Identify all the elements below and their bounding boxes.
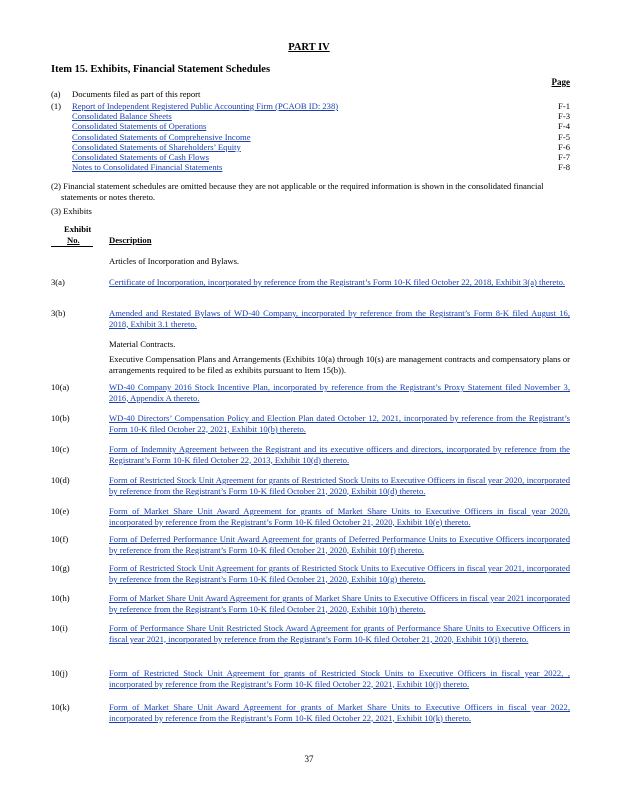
material-contracts-heading: Material Contracts. [109, 339, 176, 349]
documents-filed-text: Documents filed as part of this report [72, 89, 201, 99]
exhibit-number: 10(d) [51, 475, 70, 485]
header-rule [51, 246, 93, 247]
compensation-paragraph: Executive Compensation Plans and Arrangements (Exhibits 10(a) through 10(s) are management contracts and compensatory plans or arrangements required to be filed as exhibits pursuant to Item 15(b)). [109, 354, 570, 375]
fs-link[interactable]: Consolidated Statements of Comprehensive Income [72, 131, 251, 142]
note-2-text: (2) Financial statement schedules are omitted because they are not applicable or the required information is shown in the consolidated financial statements or notes thereto. [51, 181, 544, 202]
note-3: (3) Exhibits [51, 206, 92, 216]
fs-link[interactable]: Notes to Consolidated Financial Statements [72, 162, 223, 173]
fs-page: F-8 [558, 162, 570, 173]
fs-page: F-6 [558, 141, 570, 152]
exhibit-link[interactable]: Form of Deferred Performance Unit Award Agreement for grants of Deferred Performance Units to Executive Officers incorporated by reference from the Registrant’s Form 10-K filed October 21, 2020, Exhibit 10(f) thereto. [109, 534, 570, 555]
exhibit-number: 10(c) [51, 444, 70, 454]
exhibit-number: 3(b) [51, 308, 66, 318]
fs-page: F-3 [558, 111, 570, 122]
fs-row [51, 152, 570, 162]
fs-row [51, 111, 570, 121]
exhibit-number: 10(i) [51, 623, 68, 633]
articles-heading: Articles of Incorporation and Bylaws. [109, 256, 240, 266]
exhibit-number: 3(a) [51, 277, 65, 287]
exhibit-number: 10(f) [51, 534, 69, 544]
exhibit-link[interactable]: Form of Market Share Unit Award Agreement for grants of Market Share Units to Executive Officers in fiscal year 2021 incorporated by reference from the Registrant’s Form 10-K filed October 21, 2020, Exhibit 10(h) thereto. [109, 593, 570, 614]
part-title: PART IV [288, 42, 330, 53]
exhibit-link[interactable]: Form of Restricted Stock Unit Agreement for grants of Restricted Stock Units to Executive Officers in fiscal year 2021, incorporated by reference from the Registrant’s Form 10-K filed October 21, 2020, Exhibit 10(g) thereto. [109, 563, 570, 584]
exhibit-link[interactable]: WD-40 Directors’ Compensation Policy and Election Plan dated October 12, 2021, incorporated by reference from the Registrant’s Form 10-K filed October 22, 2021, Exhibit 10(b) thereto. [109, 413, 570, 434]
item-heading: Item 15. Exhibits, Financial Statement Schedules [51, 64, 271, 75]
exhibit-number: 10(k) [51, 702, 70, 712]
fs-link[interactable]: Consolidated Statements of Operations [72, 121, 207, 132]
fs-page: F-1 [558, 101, 570, 111]
page-number: 37 [304, 754, 314, 764]
fs-page: F-4 [558, 121, 570, 132]
financial-statements-list [51, 101, 570, 172]
fs-link[interactable]: Consolidated Balance Sheets [72, 111, 172, 122]
exhibit-link[interactable]: Certificate of Incorporation, incorporated by reference from the Registrant’s Form 10-K filed October 22, 2018, Exhibit 3(a) thereto. [109, 277, 566, 287]
exhibit-link[interactable]: WD-40 Company 2016 Stock Incentive Plan, incorporated by reference from the Registrant’s Proxy Statement filed November 3, 2016, Appendix A thereto. [109, 382, 570, 403]
exhibit-header-line1: Exhibit [64, 224, 92, 234]
exhibit-number: 10(j) [51, 668, 68, 678]
exhibit-link[interactable]: Form of Restricted Stock Unit Agreement for grants of Restricted Stock Units to Executive Officers in fiscal year 2020, incorporated by reference from the Registrant’s Form 10-K filed October 21, 2020, Exhibit 10(d) thereto. [109, 475, 570, 496]
exhibit-number: 10(a) [51, 382, 70, 392]
fs-row [51, 142, 570, 152]
exhibit-link[interactable]: Form of Market Share Unit Award Agreement for grants of Market Share Units to Executive Officers in fiscal year 2022, incorporated by reference from the Registrant’s Form 10-K filed October 22, 2021, Exhibit 10(k) thereto. [109, 702, 570, 723]
exhibit-link[interactable]: Form of Market Share Unit Award Agreement for grants of Market Share Units to Executive Officers in fiscal year 2020, incorporated by reference from the Registrant’s Form 10-K filed October 21, 2020, Exhibit 10(e) thereto. [109, 506, 570, 527]
exhibit-header-line2: No. [67, 235, 80, 245]
documents-filed-label: (a) [51, 89, 61, 99]
fs-link[interactable]: Report of Independent Registered Public Accounting Firm (PCAOB ID: 238) [72, 101, 339, 111]
exhibit-number: 10(g) [51, 563, 70, 573]
fs-row [51, 162, 570, 172]
exhibit-link[interactable]: Form of Restricted Stock Unit Agreement for grants of Restricted Stock Units to Executive Officers in fiscal year 2022, , incorporated by reference from the Registrant’s Form 10-K filed October 22, 2021, Exhibit 10(j) thereto. [109, 668, 570, 689]
note-2 [51, 181, 570, 202]
exhibit-number: 10(b) [51, 413, 70, 423]
fs-page: F-5 [558, 131, 570, 142]
exhibit-link[interactable]: Form of Indemnity Agreement between the Registrant and its executive officers and directors, incorporated by reference from the Registrant’s Form 10-K filed October 22, 2013, Exhibit 10(d) thereto. [109, 444, 570, 465]
page-column-header: Page [551, 77, 570, 87]
exhibit-number: 10(h) [51, 593, 70, 603]
exhibit-link[interactable]: Form of Performance Share Unit Restricted Stock Award Agreement for grants of Performance Share Units to Executive Officers in fiscal year 2021, incorporated by reference from the Registrant’s Form 10-K filed October 21, 2020, Exhibit 10(i) thereto. [109, 623, 570, 644]
fs-link[interactable]: Consolidated Statements of Shareholders’ Equity [72, 141, 241, 152]
fs-page: F-7 [558, 151, 570, 162]
exhibit-link[interactable]: Amended and Restated Bylaws of WD-40 Company, incorporated by reference from the Registrant’s Form 8-K filed August 16, 2018, Exhibit 3.1 thereto. [109, 308, 570, 329]
fs-row [51, 101, 570, 111]
fs-row [51, 121, 570, 131]
description-header: Description [109, 235, 152, 245]
fs-row [51, 132, 570, 142]
fs-link[interactable]: Consolidated Statements of Cash Flows [72, 151, 210, 162]
financial-statements-number: (1) [51, 101, 62, 111]
exhibit-number: 10(e) [51, 506, 70, 516]
